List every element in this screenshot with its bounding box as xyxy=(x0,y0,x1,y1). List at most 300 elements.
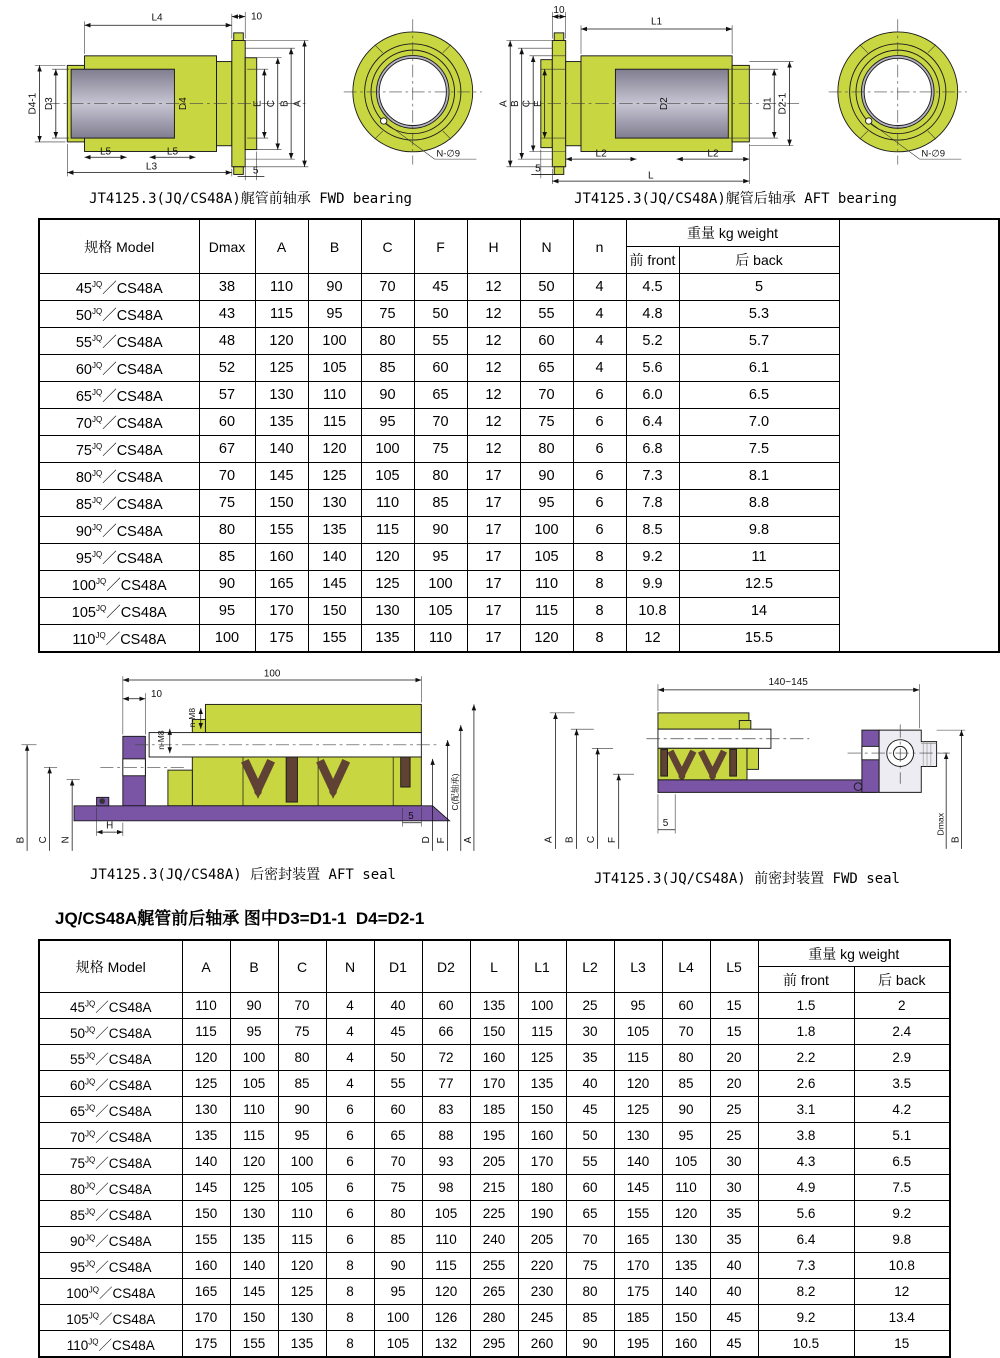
equivalence-note: JQ/CS48A艉管前后轴承 图中D3=D1-1 D4=D2-1 xyxy=(55,909,425,928)
dim-label-5: 5 xyxy=(662,817,669,829)
dim-cell: 4 xyxy=(326,1045,374,1071)
dim-cell: 115 xyxy=(518,1019,566,1045)
dim-cell: 85 xyxy=(278,1071,326,1097)
dim-cell: 115 xyxy=(520,598,573,625)
dim-cell: 115 xyxy=(361,517,414,544)
dim-cell: 45 xyxy=(374,1019,422,1045)
t1-header-front: 前 front xyxy=(626,247,679,274)
dim-label-c: C xyxy=(521,100,533,108)
weight-cell: 4.9 xyxy=(758,1175,854,1201)
weight-cell: 5.2 xyxy=(626,328,679,355)
t1-header-n: N xyxy=(520,219,573,274)
t2-row-80 xyxy=(39,1175,950,1201)
dim-cell: 160 xyxy=(470,1045,518,1071)
dim-cell: 90 xyxy=(566,1331,614,1358)
t2-row-60 xyxy=(39,1071,950,1097)
dim-cell: 6 xyxy=(573,490,626,517)
dim-label-10: 10 xyxy=(151,688,162,700)
dim-cell: 115 xyxy=(230,1123,278,1149)
dim-cell: 110 xyxy=(182,993,230,1019)
dim-label-l4: L4 xyxy=(151,12,163,24)
dim-cell: 120 xyxy=(230,1149,278,1175)
fwd-bearing-section-drawing xyxy=(8,4,338,188)
dim-label-c-fit: C(配轴承) xyxy=(449,773,460,811)
dim-label-100: 100 xyxy=(263,668,281,680)
dim-cell: 115 xyxy=(614,1045,662,1071)
dim-cell: 70 xyxy=(414,409,467,436)
dim-cell: 130 xyxy=(278,1305,326,1331)
dim-cell: 20 xyxy=(710,1071,758,1097)
dim-cell: 130 xyxy=(255,382,308,409)
model-cell: $55^{JQ}/CS48A$ xyxy=(39,1045,182,1071)
t2-header-front: 前 front xyxy=(758,967,854,993)
dim-label-d4: D4 xyxy=(177,97,189,111)
dim-cell: 65 xyxy=(566,1201,614,1227)
dim-cell: 43 xyxy=(199,301,255,328)
dim-cell: 100 xyxy=(518,993,566,1019)
dim-cell: 170 xyxy=(182,1305,230,1331)
t1-row-65 xyxy=(39,382,999,409)
model-cell: $105^{JQ}/CS48A$ xyxy=(39,1305,182,1331)
dim-cell: 85 xyxy=(374,1227,422,1253)
dim-cell: 60 xyxy=(520,328,573,355)
dim-cell: 75 xyxy=(566,1253,614,1279)
weight-cell: 8.1 xyxy=(679,463,839,490)
t1-header-back: 后 back xyxy=(679,247,839,274)
dim-cell: 90 xyxy=(230,993,278,1019)
dim-cell: 125 xyxy=(278,1279,326,1305)
dim-cell: 4 xyxy=(326,993,374,1019)
dim-cell: 110 xyxy=(422,1227,470,1253)
dim-cell: 170 xyxy=(614,1253,662,1279)
dim-cell: 205 xyxy=(470,1149,518,1175)
dim-label-l: L xyxy=(648,170,654,182)
t1-row-70 xyxy=(39,409,999,436)
dim-cell: 85 xyxy=(199,544,255,571)
dim-label-e: E xyxy=(532,100,544,108)
dim-cell: 45 xyxy=(566,1097,614,1123)
dim-cell: 45 xyxy=(710,1305,758,1331)
dim-cell: 90 xyxy=(662,1097,710,1123)
dim-cell: 105 xyxy=(414,598,467,625)
dim-cell: 25 xyxy=(566,993,614,1019)
dim-cell: 115 xyxy=(422,1253,470,1279)
dim-cell: 155 xyxy=(182,1227,230,1253)
dim-cell: 40 xyxy=(374,993,422,1019)
dim-cell: 55 xyxy=(566,1149,614,1175)
dim-cell: 12 xyxy=(467,274,520,301)
t2-header-l3: L3 xyxy=(614,940,662,993)
dim-cell: 125 xyxy=(361,571,414,598)
t1-row-45 xyxy=(39,274,999,301)
dim-cell: 155 xyxy=(230,1331,278,1358)
dim-cell: 6 xyxy=(573,517,626,544)
t1-row-95 xyxy=(39,544,999,571)
weight-cell: 12 xyxy=(854,1279,950,1305)
model-cell: $80^{JQ}/CS48A$ xyxy=(39,463,199,490)
weight-cell: 8.2 xyxy=(758,1279,854,1305)
dim-label-l5b: L5 xyxy=(166,146,179,158)
dim-cell: 4 xyxy=(573,274,626,301)
weight-cell: 2.9 xyxy=(854,1045,950,1071)
dim-cell: 130 xyxy=(662,1227,710,1253)
dim-label-a: A xyxy=(463,836,475,844)
dim-cell: 35 xyxy=(566,1045,614,1071)
weight-cell: 9.2 xyxy=(758,1305,854,1331)
dim-cell: 120 xyxy=(361,544,414,571)
dim-cell: 6 xyxy=(326,1097,374,1123)
dim-label-f: F xyxy=(606,836,618,844)
dim-cell: 55 xyxy=(374,1071,422,1097)
dim-cell: 95 xyxy=(414,544,467,571)
dim-cell: 100 xyxy=(414,571,467,598)
dim-cell: 4 xyxy=(573,355,626,382)
dim-label-n: N xyxy=(60,836,72,844)
dim-cell: 135 xyxy=(230,1227,278,1253)
dim-cell: 240 xyxy=(470,1227,518,1253)
dim-cell: 195 xyxy=(614,1331,662,1358)
dim-cell: 60 xyxy=(566,1175,614,1201)
t2-header-a: A xyxy=(182,940,230,993)
dim-cell: 100 xyxy=(278,1149,326,1175)
dim-cell: 100 xyxy=(230,1045,278,1071)
model-cell: $85^{JQ}/CS48A$ xyxy=(39,1201,182,1227)
model-cell: $95^{JQ}/CS48A$ xyxy=(39,1253,182,1279)
dim-cell: 6 xyxy=(326,1201,374,1227)
dim-cell: 6 xyxy=(573,382,626,409)
dim-cell: 145 xyxy=(308,571,361,598)
dim-cell: 170 xyxy=(518,1149,566,1175)
dim-cell: 8 xyxy=(573,544,626,571)
dim-cell: 17 xyxy=(467,625,520,653)
t2-row-65 xyxy=(39,1097,950,1123)
t1-header-c: C xyxy=(361,219,414,274)
weight-cell: 5.6 xyxy=(758,1201,854,1227)
dim-cell: 70 xyxy=(662,1019,710,1045)
model-cell: $50^{JQ}/CS48A$ xyxy=(39,301,199,328)
dim-cell: 105 xyxy=(614,1019,662,1045)
weight-cell: 15.5 xyxy=(679,625,839,653)
weight-cell: 2.4 xyxy=(854,1019,950,1045)
dim-cell: 70 xyxy=(374,1149,422,1175)
dim-cell: 80 xyxy=(374,1201,422,1227)
dim-cell: 93 xyxy=(422,1149,470,1175)
weight-cell: 6.0 xyxy=(626,382,679,409)
weight-cell: 9.8 xyxy=(854,1227,950,1253)
dim-cell: 95 xyxy=(199,598,255,625)
dim-label-l5a: L5 xyxy=(99,146,112,158)
dim-cell: 80 xyxy=(278,1045,326,1071)
weight-cell: 3.8 xyxy=(758,1123,854,1149)
t2-row-100 xyxy=(39,1279,950,1305)
weight-cell: 1.8 xyxy=(758,1019,854,1045)
weight-cell: 15 xyxy=(854,1331,950,1358)
model-cell: $60^{JQ}/CS48A$ xyxy=(39,355,199,382)
dim-cell: 8 xyxy=(573,625,626,653)
dim-cell: 25 xyxy=(710,1097,758,1123)
dim-cell: 132 xyxy=(422,1331,470,1358)
dim-cell: 8 xyxy=(573,598,626,625)
weight-cell: 2.6 xyxy=(758,1071,854,1097)
dim-label-d4-1: D4-1 xyxy=(27,92,39,115)
dim-cell: 75 xyxy=(414,436,467,463)
weight-cell: 5.1 xyxy=(854,1123,950,1149)
dim-cell: 20 xyxy=(710,1045,758,1071)
model-cell: $110^{JQ}/CS48A$ xyxy=(39,625,199,653)
dim-cell: 77 xyxy=(422,1071,470,1097)
dim-label-f: F xyxy=(435,837,447,844)
dim-cell: 17 xyxy=(467,517,520,544)
t1-row-50 xyxy=(39,301,999,328)
dim-label-l1: L1 xyxy=(650,16,663,28)
t2-header-l4: L4 xyxy=(662,940,710,993)
dim-cell: 105 xyxy=(278,1175,326,1201)
fwd-bearing-group xyxy=(8,4,493,208)
dim-label-b: B xyxy=(279,100,291,108)
weight-cell: 10.8 xyxy=(854,1253,950,1279)
dim-cell: 4 xyxy=(326,1019,374,1045)
dim-cell: 130 xyxy=(308,490,361,517)
dim-cell: 75 xyxy=(278,1019,326,1045)
dim-label-nm8a: n-M8 xyxy=(156,730,167,750)
dim-cell: 70 xyxy=(278,993,326,1019)
dim-cell: 30 xyxy=(710,1175,758,1201)
dim-cell: 15 xyxy=(710,993,758,1019)
t1-header-dmax: Dmax xyxy=(199,219,255,274)
weight-cell: 7.5 xyxy=(854,1175,950,1201)
dim-cell: 83 xyxy=(422,1097,470,1123)
dim-cell: 135 xyxy=(470,993,518,1019)
dim-cell: 120 xyxy=(520,625,573,653)
dim-cell: 80 xyxy=(566,1279,614,1305)
dim-cell: 4 xyxy=(573,328,626,355)
dim-cell: 125 xyxy=(308,463,361,490)
model-cell: $90^{JQ}/CS48A$ xyxy=(39,1227,182,1253)
dim-cell: 145 xyxy=(230,1279,278,1305)
dim-cell: 12 xyxy=(467,301,520,328)
weight-cell: 6.5 xyxy=(854,1149,950,1175)
dim-label-10: 10 xyxy=(553,4,565,16)
dim-cell: 140 xyxy=(182,1149,230,1175)
dim-cell: 8 xyxy=(573,571,626,598)
dim-cell: 245 xyxy=(518,1305,566,1331)
dim-label-d2: D2 xyxy=(659,97,671,111)
dim-cell: 67 xyxy=(199,436,255,463)
dim-cell: 105 xyxy=(422,1201,470,1227)
dim-cell: 140 xyxy=(614,1149,662,1175)
dim-cell: 35 xyxy=(710,1227,758,1253)
dim-cell: 150 xyxy=(255,490,308,517)
dim-label-l3: L3 xyxy=(145,161,158,173)
weight-cell: 9.2 xyxy=(626,544,679,571)
dim-cell: 85 xyxy=(361,355,414,382)
model-cell: $75^{JQ}/CS48A$ xyxy=(39,436,199,463)
dim-label-d2-1: D2-1 xyxy=(777,92,789,115)
weight-cell: 9.9 xyxy=(626,571,679,598)
dim-cell: 135 xyxy=(361,625,414,653)
dim-cell: 95 xyxy=(374,1279,422,1305)
dim-cell: 165 xyxy=(182,1279,230,1305)
t2-row-55 xyxy=(39,1045,950,1071)
dim-cell: 265 xyxy=(470,1279,518,1305)
dim-cell: 90 xyxy=(278,1097,326,1123)
fwd-seal-group xyxy=(517,665,977,888)
dim-cell: 75 xyxy=(361,301,414,328)
dim-cell: 150 xyxy=(470,1019,518,1045)
weight-cell: 8.5 xyxy=(626,517,679,544)
dim-label-a: A xyxy=(292,100,304,108)
dim-cell: 110 xyxy=(230,1097,278,1123)
dim-cell: 12 xyxy=(467,355,520,382)
dim-label-c: C xyxy=(265,100,277,108)
dim-cell: 6 xyxy=(573,463,626,490)
dim-cell: 40 xyxy=(710,1253,758,1279)
dim-cell: 17 xyxy=(467,598,520,625)
bearing-dimension-table xyxy=(38,218,1000,653)
weight-cell: 10.5 xyxy=(758,1331,854,1358)
dim-cell: 95 xyxy=(662,1123,710,1149)
dim-cell: 110 xyxy=(278,1201,326,1227)
dim-cell: 115 xyxy=(308,409,361,436)
fwd-bearing-caption: JT4125.3(JQ/CS48A)艉管前轴承 FWD bearing xyxy=(89,191,412,207)
dim-cell: 175 xyxy=(614,1279,662,1305)
dim-cell: 105 xyxy=(361,463,414,490)
t2-header-d1: D1 xyxy=(374,940,422,993)
t2-row-105 xyxy=(39,1305,950,1331)
dim-cell: 45 xyxy=(414,274,467,301)
dim-cell: 95 xyxy=(520,490,573,517)
model-cell: $110^{JQ}/CS48A$ xyxy=(39,1331,182,1358)
dim-label-e: E xyxy=(252,100,264,108)
dim-cell: 6 xyxy=(326,1227,374,1253)
dim-cell: 180 xyxy=(518,1175,566,1201)
dim-label-5: 5 xyxy=(408,810,414,822)
weight-cell: 11 xyxy=(679,544,839,571)
t1-row-60 xyxy=(39,355,999,382)
t1-row-100 xyxy=(39,571,999,598)
dim-cell: 35 xyxy=(710,1201,758,1227)
dim-cell: 115 xyxy=(278,1227,326,1253)
dim-label-n9: N-∅9 xyxy=(921,148,946,160)
dim-cell: 110 xyxy=(414,625,467,653)
dim-cell: 80 xyxy=(361,328,414,355)
t1-header-a: A xyxy=(255,219,308,274)
weight-cell: 6.4 xyxy=(758,1227,854,1253)
weight-cell: 10.8 xyxy=(626,598,679,625)
dim-label-a: A xyxy=(498,100,510,108)
dim-cell: 12 xyxy=(467,409,520,436)
dim-cell: 130 xyxy=(361,598,414,625)
weight-cell: 14 xyxy=(679,598,839,625)
weight-cell: 6.8 xyxy=(626,436,679,463)
dim-cell: 4 xyxy=(573,301,626,328)
dim-label-h: H xyxy=(106,820,114,832)
dim-cell: 50 xyxy=(566,1123,614,1149)
weight-cell: 4.2 xyxy=(854,1097,950,1123)
dim-cell: 60 xyxy=(662,993,710,1019)
dim-cell: 100 xyxy=(520,517,573,544)
dim-cell: 105 xyxy=(308,355,361,382)
dim-cell: 125 xyxy=(255,355,308,382)
t1-header-model: 规格 Model xyxy=(39,219,199,274)
bearing-length-table xyxy=(38,939,951,1358)
weight-cell: 4.5 xyxy=(626,274,679,301)
dim-cell: 65 xyxy=(520,355,573,382)
dim-label-dmax: Dmax xyxy=(935,812,946,836)
dim-cell: 150 xyxy=(182,1201,230,1227)
dim-cell: 105 xyxy=(230,1071,278,1097)
dim-label-d1: D1 xyxy=(762,97,774,111)
dim-cell: 100 xyxy=(374,1305,422,1331)
model-cell: $95^{JQ}/CS48A$ xyxy=(39,544,199,571)
dim-cell: 70 xyxy=(566,1227,614,1253)
t1-row-110 xyxy=(39,625,999,653)
dim-cell: 115 xyxy=(182,1019,230,1045)
dim-cell: 125 xyxy=(182,1071,230,1097)
model-cell: $90^{JQ}/CS48A$ xyxy=(39,517,199,544)
dim-cell: 12 xyxy=(467,436,520,463)
dim-cell: 105 xyxy=(374,1331,422,1358)
aft-bearing-section-drawing xyxy=(493,4,823,188)
t1-header-b: B xyxy=(308,219,361,274)
fwd-seal-drawing xyxy=(517,665,977,868)
dim-cell: 205 xyxy=(518,1227,566,1253)
dim-cell: 120 xyxy=(422,1279,470,1305)
dim-cell: 52 xyxy=(199,355,255,382)
dim-label-b2: B xyxy=(950,836,962,844)
t2-row-110 xyxy=(39,1331,950,1358)
dim-cell: 80 xyxy=(199,517,255,544)
dim-cell: 175 xyxy=(182,1331,230,1358)
dim-cell: 100 xyxy=(361,436,414,463)
dim-label-5: 5 xyxy=(535,163,541,175)
weight-cell: 8.8 xyxy=(679,490,839,517)
aft-seal-caption: JT4125.3(JQ/CS48A) 后密封装置 AFT seal xyxy=(89,867,396,883)
dim-cell: 135 xyxy=(255,409,308,436)
t2-header-l5: L5 xyxy=(710,940,758,993)
dim-cell: 88 xyxy=(422,1123,470,1149)
dim-cell: 295 xyxy=(470,1331,518,1358)
weight-cell: 5.3 xyxy=(679,301,839,328)
dim-cell: 160 xyxy=(518,1123,566,1149)
dim-cell: 72 xyxy=(422,1045,470,1071)
dim-cell: 130 xyxy=(182,1097,230,1123)
dim-cell: 150 xyxy=(662,1305,710,1331)
dim-label-a: A xyxy=(543,836,555,844)
dim-cell: 8 xyxy=(326,1331,374,1358)
dim-cell: 80 xyxy=(414,463,467,490)
dim-cell: 80 xyxy=(662,1045,710,1071)
t2-row-50 xyxy=(39,1019,950,1045)
dim-cell: 190 xyxy=(518,1201,566,1227)
dim-cell: 135 xyxy=(662,1253,710,1279)
dim-cell: 135 xyxy=(182,1123,230,1149)
model-cell: $65^{JQ}/CS48A$ xyxy=(39,1097,182,1123)
model-cell: $85^{JQ}/CS48A$ xyxy=(39,490,199,517)
dim-cell: 145 xyxy=(182,1175,230,1201)
dim-cell: 6 xyxy=(573,436,626,463)
t1-row-80 xyxy=(39,463,999,490)
aft-seal-group xyxy=(8,665,478,888)
dim-cell: 70 xyxy=(361,274,414,301)
dim-cell: 75 xyxy=(199,490,255,517)
top-figure-row xyxy=(0,0,985,208)
t2-header-back: 后 back xyxy=(854,967,950,993)
dim-cell: 12 xyxy=(467,328,520,355)
t2-header-c: C xyxy=(278,940,326,993)
dim-cell: 185 xyxy=(614,1305,662,1331)
dim-cell: 57 xyxy=(199,382,255,409)
